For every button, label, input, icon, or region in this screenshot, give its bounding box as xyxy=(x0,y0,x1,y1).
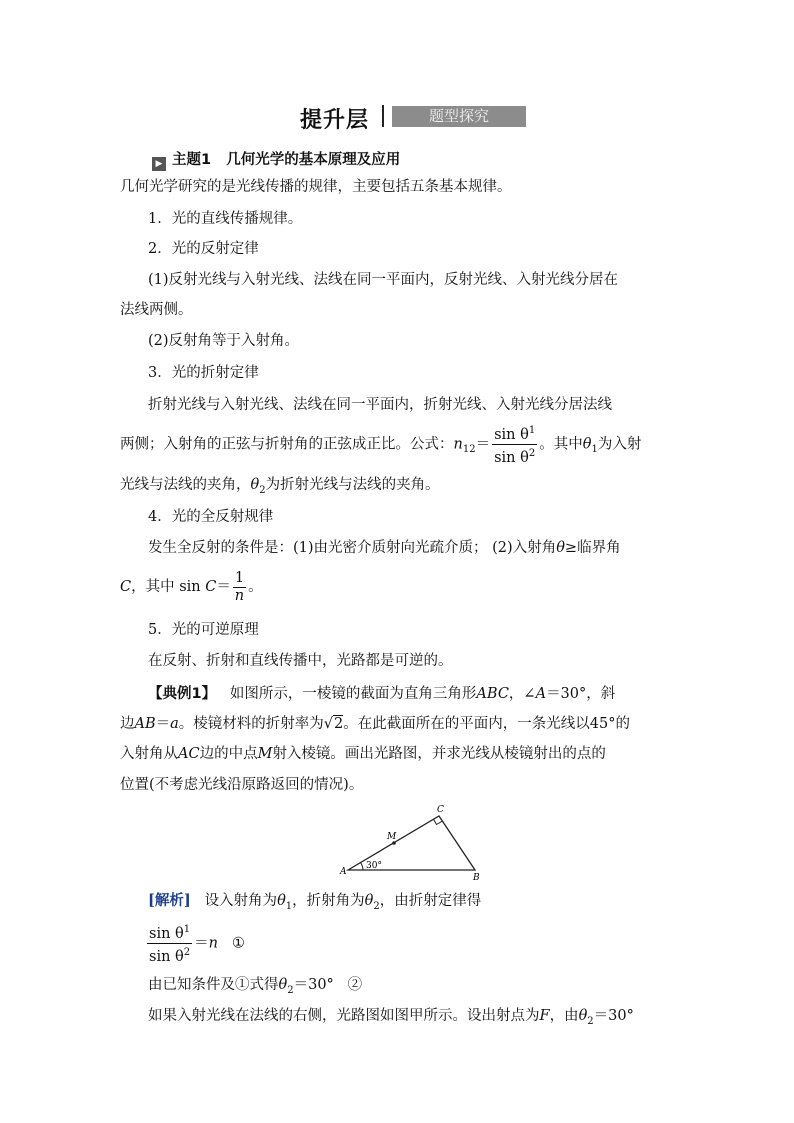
example-line3: 入射角从AC边的中点M射入棱镜。画出光路图，并求光线从棱镜射出的点的 xyxy=(120,746,606,762)
rule-5-heading: 5．光的可逆原理 xyxy=(148,622,259,638)
rule-5-line1: 在反射、折射和直线传播中，光路都是可逆的。 xyxy=(148,653,453,669)
point-m-label: M xyxy=(387,832,397,842)
rule-2a-line2: 法线两侧。 xyxy=(120,302,193,318)
rule-4-heading: 4．光的全反射规律 xyxy=(148,509,274,525)
solution-line1: [解析] 设入射角为$\theta_1$，折射角为$\theta_2$，由折射定律得 xyxy=(148,892,482,912)
example-line2: 边AB＝a。棱镜材料的折射率为√2。在此截面所在的平面内，一条光线以45°的 xyxy=(120,716,630,732)
rule-2-heading: 2．光的反射定律 xyxy=(148,241,259,257)
header-divider xyxy=(382,105,384,127)
solution-line3: 由已知条件及①式得$\theta_2=30^\circ$ ② xyxy=(148,977,363,996)
angle-arc xyxy=(361,863,363,870)
example-line4: 位置(不考虑光线沿原路返回的情况)。 xyxy=(120,777,364,793)
rule-3-line3: 光线与法线的夹角，$\theta_2$为折射光线与法线的夹角。 xyxy=(120,477,440,496)
rule-3-line1: 折射光线与入射光线、法线在同一平面内，折射光线、入射光线分居法线 xyxy=(148,397,612,413)
rule-2b-line: (2)反射角等于入射角。 xyxy=(148,333,300,349)
triangle-figure xyxy=(338,800,488,882)
vertex-b-label: B xyxy=(473,873,480,882)
solution-label: [解析] xyxy=(148,892,191,909)
rule-3-heading: 3．光的折射定律 xyxy=(148,365,259,381)
vertex-c-label: C xyxy=(437,805,444,815)
section-title: 提升层 xyxy=(300,108,370,133)
snell-fraction: $\frac{\sin \theta^1}{\sin \theta^2}$ xyxy=(492,422,537,467)
example-line1: 【典例1】 如图所示，一棱镜的截面为直角三角形ABC，∠A＝30°，斜 xyxy=(148,686,616,702)
rule-4-line2: C，其中 sin C＝ $\frac{1}{n}$ 。 xyxy=(120,569,263,604)
refraction-fraction: $\frac{\sin \theta^1}{\sin \theta^2}$ xyxy=(147,921,192,966)
play-triangle-icon: ▶ xyxy=(152,157,166,171)
angle-label: 30° xyxy=(366,861,382,871)
solution-equation-1: $\frac{\sin \theta^1}{\sin \theta^2}$ ＝n ① xyxy=(145,921,245,965)
section-tag: 题型探究 xyxy=(392,106,526,127)
equation-mark-1: ① xyxy=(231,935,245,952)
rule-1-heading: 1．光的直线传播规律。 xyxy=(148,211,303,227)
intro-line: 几何光学研究的是光线传播的规律，主要包括五条基本规律。 xyxy=(120,179,512,195)
topic-heading xyxy=(152,148,400,171)
rule-4-line1: 发生全反射的条件是：(1)由光密介质射向光疏介质； (2)入射角θ≥临界角 xyxy=(148,540,621,556)
rule-2a-line1: (1)反射光线与入射光线、法线在同一平面内，反射光线、入射光线分居在 xyxy=(148,272,619,288)
right-angle-mark xyxy=(434,819,443,824)
equation-mark-2: ② xyxy=(347,977,363,993)
topic-label: 主题1 xyxy=(172,152,212,168)
topic-title: 几何光学的基本原理及应用 xyxy=(226,152,401,168)
solution-line4: 如果入射光线在法线的右侧，光路图如图甲所示。设出射点为F，由$\theta_2=30^\circ$ xyxy=(148,1008,634,1027)
critical-angle-fraction: $\frac{1}{n}$ xyxy=(234,569,245,604)
vertex-a-label: A xyxy=(340,867,347,877)
rule-3-line2: 两侧；入射角的正弦与折射角的正弦成正比。公式：$n_{12}=$ $\frac{\sin \theta^1}{\sin \theta^2}$ 。其中$\theta_1$为入射 xyxy=(120,422,641,466)
example-label: 【典例1】 xyxy=(148,686,217,702)
